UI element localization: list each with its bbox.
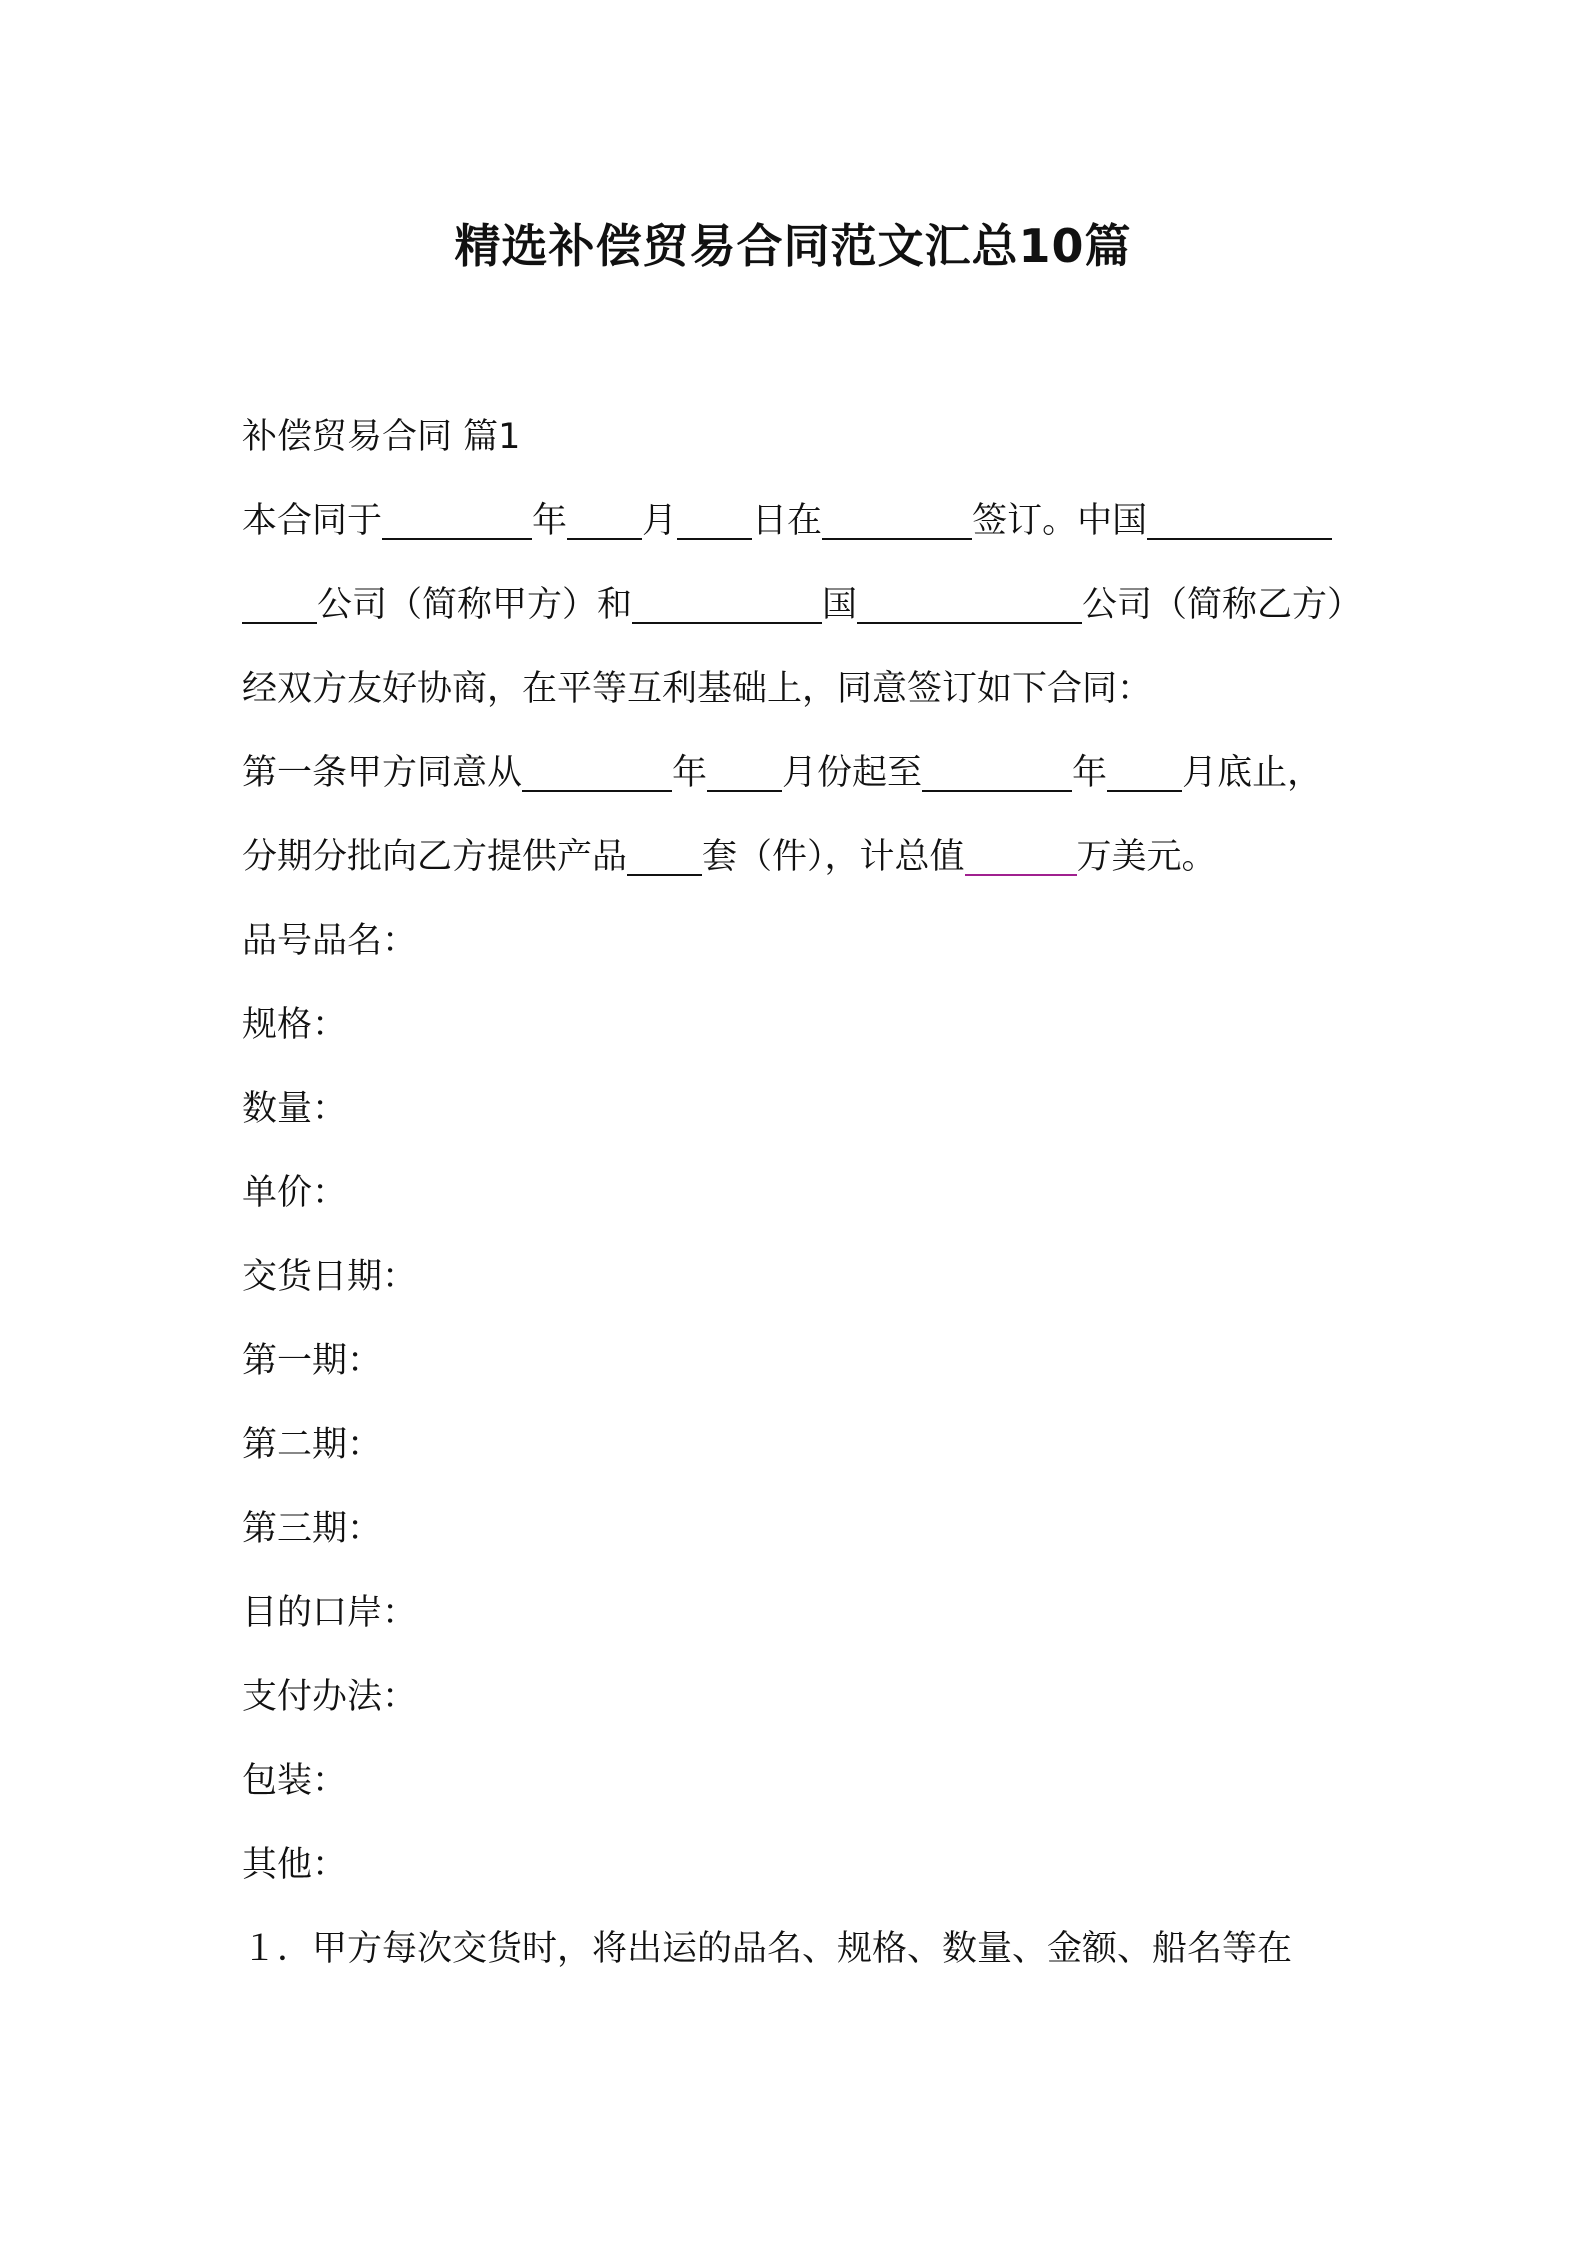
text-segment: 国 <box>822 585 858 625</box>
field-label: 品号品名： <box>242 921 418 961</box>
field-label: 包装： <box>242 1761 348 1801</box>
field-label: 数量： <box>242 1089 348 1129</box>
clause-1: １．甲方每次交货时，将出运的品名、规格、数量、金额、船名等在 <box>242 1929 1293 1969</box>
blank-field[interactable] <box>382 498 532 540</box>
field-label: 支付办法： <box>242 1677 418 1717</box>
text-segment: 年 <box>532 501 568 541</box>
blank-field[interactable] <box>707 750 782 792</box>
blank-field[interactable] <box>627 834 702 876</box>
text-segment: 月 <box>642 501 678 541</box>
text-segment: 公司（简称乙方） <box>1082 585 1363 625</box>
field-label: 其他： <box>242 1845 348 1885</box>
blank-field[interactable] <box>1147 498 1332 540</box>
document-title: 精选补偿贸易合同范文汇总10篇 <box>454 219 1132 273</box>
contract-intro-line-1 <box>242 496 1332 546</box>
text-segment: 公司（简称甲方）和 <box>317 585 633 625</box>
text-segment: 年 <box>672 753 708 793</box>
text-segment: 本合同于 <box>242 501 383 541</box>
blank-field[interactable] <box>822 498 972 540</box>
text-segment: 日在 <box>752 501 823 541</box>
text-segment: 月底止， <box>1182 753 1323 793</box>
article-1-line-2 <box>242 832 1217 882</box>
blank-field[interactable] <box>1107 750 1182 792</box>
text-segment: 万美元。 <box>1076 837 1217 877</box>
blank-field[interactable] <box>857 582 1082 624</box>
blank-field[interactable] <box>922 750 1072 792</box>
text-segment: 签订。中国 <box>972 501 1148 541</box>
field-label: 第三期： <box>242 1509 383 1549</box>
field-label: 第二期： <box>242 1425 383 1465</box>
field-label: 规格： <box>242 1005 348 1045</box>
text-segment: 年 <box>1072 753 1108 793</box>
text-segment: 分期分批向乙方提供产品 <box>242 837 628 877</box>
section-heading: 补偿贸易合同 篇1 <box>242 417 521 457</box>
blank-field[interactable] <box>522 750 672 792</box>
field-label: 交货日期： <box>242 1257 418 1297</box>
contract-intro-line-3: 经双方友好协商，在平等互利基础上，同意签订如下合同： <box>242 669 1153 709</box>
text-segment: 第一条甲方同意从 <box>242 753 523 793</box>
blank-field[interactable] <box>677 498 752 540</box>
text-segment: 套（件），计总值 <box>702 837 965 877</box>
field-label: 第一期： <box>242 1341 383 1381</box>
field-label: 单价： <box>242 1173 348 1213</box>
contract-intro-line-2 <box>242 580 1362 630</box>
text-segment: 月份起至 <box>782 753 923 793</box>
blank-field[interactable] <box>242 582 317 624</box>
blank-field[interactable] <box>632 582 822 624</box>
article-1-line-1 <box>242 748 1322 798</box>
blank-field[interactable] <box>567 498 642 540</box>
field-label: 目的口岸： <box>242 1593 418 1633</box>
blank-field[interactable] <box>965 834 1077 876</box>
